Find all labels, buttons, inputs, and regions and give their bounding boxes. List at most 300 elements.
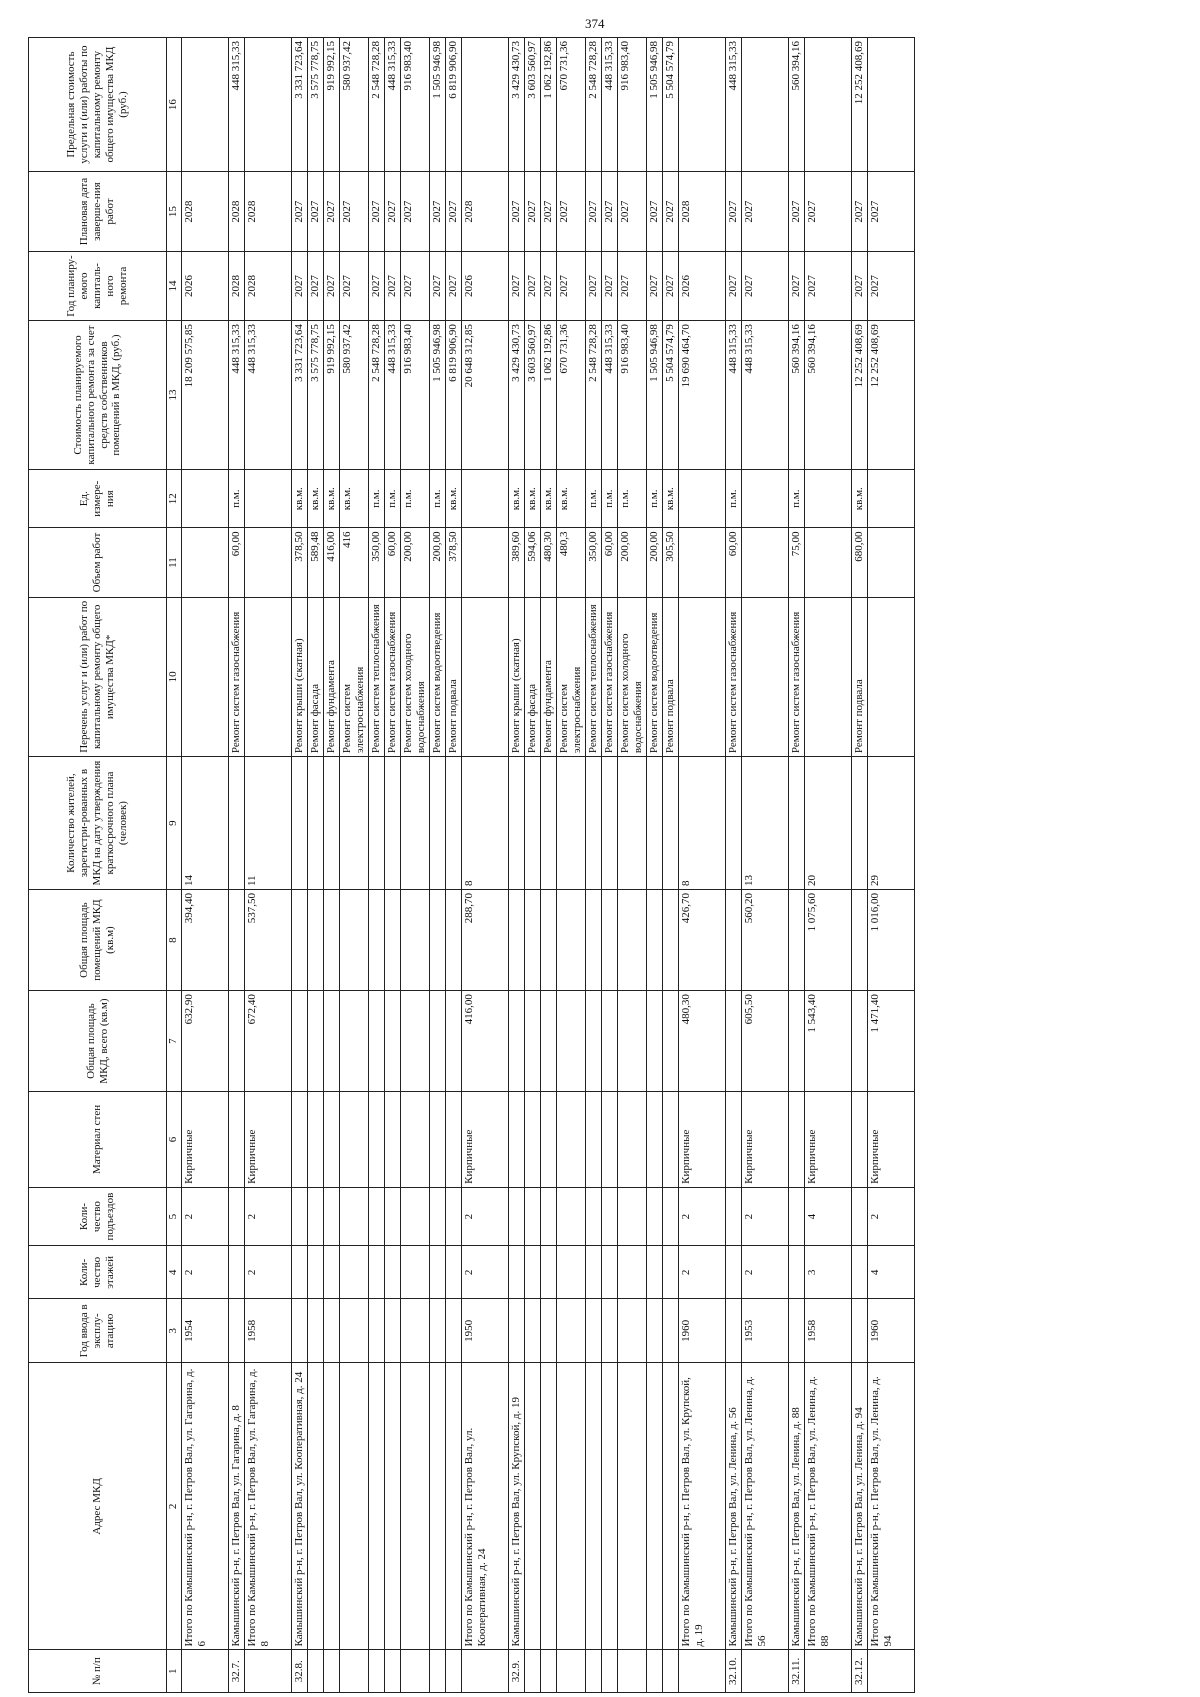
wall-material-cell (508, 1092, 524, 1188)
header-cell: Количество жителей, зарегистри-рованных в МКД на дату утверждения краткосрочного плана (человек) (29, 757, 167, 890)
completion-date-cell: 2027 (556, 172, 585, 252)
repair-year-cell: 2028 (229, 251, 245, 320)
unit-cell: п.м. (384, 469, 400, 527)
completion-date-cell: 2028 (678, 172, 725, 252)
completion-date-cell: 2027 (340, 172, 369, 252)
premises-area-cell: 394,40 (182, 890, 229, 991)
wall-material-cell (646, 1092, 662, 1188)
residents-cell (617, 757, 646, 890)
total-area-cell (585, 991, 601, 1092)
row-number-cell (601, 1650, 617, 1693)
wall-material-cell (368, 1092, 384, 1188)
completion-date-cell: 2028 (229, 172, 245, 252)
repair-year-cell: 2027 (540, 251, 556, 320)
repair-year-cell: 2027 (445, 251, 461, 320)
premises-area-cell (292, 890, 308, 991)
unit-cell: кв.м. (292, 469, 308, 527)
table-row (400, 38, 429, 1693)
work-volume-cell (678, 528, 725, 597)
residents-cell (368, 757, 384, 890)
residents-cell (524, 757, 540, 890)
entrances-cell (340, 1187, 369, 1245)
premises-area-cell: 1 016,00 (867, 890, 914, 991)
repair-cost-cell: 1 505 946,98 (429, 321, 445, 470)
repair-cost-cell: 20 648 312,85 (461, 321, 508, 470)
wall-material-cell: Кирпичные (678, 1092, 725, 1188)
total-area-cell: 1 543,40 (804, 991, 851, 1092)
address-cell (662, 1363, 678, 1650)
residents-cell: 29 (867, 757, 914, 890)
row-number-cell (585, 1650, 601, 1693)
premises-area-cell (229, 890, 245, 991)
total-area-cell (725, 991, 741, 1092)
row-number-cell (867, 1650, 914, 1693)
column-number: 8 (167, 890, 182, 991)
header-cell: Коли-чество подъездов (29, 1187, 167, 1245)
repair-year-cell: 2028 (245, 251, 292, 320)
work-type-cell: Ремонт подвала (851, 597, 867, 757)
max-cost-cell: 560 394,16 (788, 38, 804, 172)
row-number-cell (741, 1650, 788, 1693)
entrances-cell (725, 1187, 741, 1245)
floors-cell: 2 (182, 1246, 229, 1299)
total-area-cell (324, 991, 340, 1092)
address-cell: Итого по Камышинский р-н, г. Петров Вал, ул. Гагарина, д. 8 (245, 1363, 292, 1650)
work-type-cell: Ремонт фундамента (540, 597, 556, 757)
work-type-cell: Ремонт систем газоснабжения (601, 597, 617, 757)
capital-repair-table (28, 37, 915, 1693)
entrances-cell: 4 (804, 1187, 851, 1245)
entrances-cell (508, 1187, 524, 1245)
work-type-cell: Ремонт крыши (скатная) (508, 597, 524, 757)
work-volume-cell: 60,00 (725, 528, 741, 597)
address-cell (585, 1363, 601, 1650)
floors-cell (725, 1246, 741, 1299)
premises-area-cell: 537,50 (245, 890, 292, 991)
year-built-cell: 1950 (461, 1299, 508, 1363)
floors-cell: 2 (678, 1246, 725, 1299)
residents-cell (851, 757, 867, 890)
wall-material-cell (400, 1092, 429, 1188)
repair-year-cell: 2027 (524, 251, 540, 320)
max-cost-cell: 580 937,42 (340, 38, 369, 172)
entrances-cell (646, 1187, 662, 1245)
unit-cell: п.м. (368, 469, 384, 527)
completion-date-cell: 2028 (245, 172, 292, 252)
premises-area-cell (788, 890, 804, 991)
entrances-cell: 2 (741, 1187, 788, 1245)
row-number-cell: 32.9. (508, 1650, 524, 1693)
residents-cell (508, 757, 524, 890)
work-volume-cell: 350,00 (368, 528, 384, 597)
total-area-cell (540, 991, 556, 1092)
completion-date-cell: 2027 (400, 172, 429, 252)
column-number: 9 (167, 757, 182, 890)
repair-cost-cell: 448 315,33 (245, 321, 292, 470)
wall-material-cell: Кирпичные (804, 1092, 851, 1188)
table-row (585, 38, 601, 1693)
floors-cell (585, 1246, 601, 1299)
work-type-cell: Ремонт систем водоотведения (646, 597, 662, 757)
entrances-cell: 2 (678, 1187, 725, 1245)
completion-date-cell: 2027 (324, 172, 340, 252)
residents-cell: 13 (741, 757, 788, 890)
repair-cost-cell: 12 252 408,69 (867, 321, 914, 470)
residents-cell (292, 757, 308, 890)
floors-cell (508, 1246, 524, 1299)
address-cell: Камышинский р-н, г. Петров Вал, ул. Ленина, д. 88 (788, 1363, 804, 1650)
year-built-cell (601, 1299, 617, 1363)
header-cell: Адрес МКД (29, 1363, 167, 1650)
entrances-cell (601, 1187, 617, 1245)
year-built-cell: 1960 (867, 1299, 914, 1363)
premises-area-cell (308, 890, 324, 991)
table-row (788, 38, 804, 1693)
residents-cell (556, 757, 585, 890)
year-built-cell: 1958 (245, 1299, 292, 1363)
max-cost-cell: 919 992,15 (324, 38, 340, 172)
repair-cost-cell: 12 252 408,69 (851, 321, 867, 470)
total-area-cell: 632,90 (182, 991, 229, 1092)
premises-area-cell (540, 890, 556, 991)
floors-cell (445, 1246, 461, 1299)
residents-cell (340, 757, 369, 890)
row-number-cell (324, 1650, 340, 1693)
address-cell: Камышинский р-н, г. Петров Вал, ул. Ленина, д. 56 (725, 1363, 741, 1650)
wall-material-cell (384, 1092, 400, 1188)
repair-cost-cell: 560 394,16 (788, 321, 804, 470)
completion-date-cell: 2027 (585, 172, 601, 252)
repair-cost-cell: 3 331 723,64 (292, 321, 308, 470)
unit-cell: п.м. (646, 469, 662, 527)
work-volume-cell: 416,00 (324, 528, 340, 597)
repair-cost-cell: 18 209 575,85 (182, 321, 229, 470)
address-cell: Камышинский р-н, г. Петров Вал, ул. Гагарина, д. 8 (229, 1363, 245, 1650)
floors-cell: 3 (804, 1246, 851, 1299)
total-area-cell (851, 991, 867, 1092)
wall-material-cell (601, 1092, 617, 1188)
column-number: 10 (167, 597, 182, 757)
unit-cell: кв.м. (324, 469, 340, 527)
max-cost-cell: 5 504 574,79 (662, 38, 678, 172)
table-row (508, 38, 524, 1693)
repair-year-cell: 2027 (400, 251, 429, 320)
address-cell (368, 1363, 384, 1650)
repair-cost-cell: 448 315,33 (229, 321, 245, 470)
max-cost-cell: 2 548 728,28 (368, 38, 384, 172)
premises-area-cell (662, 890, 678, 991)
header-cell: Предельная стоимость услуги и (или) работы по капитальному ремонту общего имущества МКД (руб.) (29, 38, 167, 172)
year-built-cell (646, 1299, 662, 1363)
residents-cell (646, 757, 662, 890)
completion-date-cell: 2027 (292, 172, 308, 252)
table-row (851, 38, 867, 1693)
table-row (229, 38, 245, 1693)
completion-date-cell: 2027 (662, 172, 678, 252)
floors-cell: 2 (461, 1246, 508, 1299)
total-area-cell (617, 991, 646, 1092)
wall-material-cell (445, 1092, 461, 1188)
table-body (182, 38, 915, 1693)
repair-year-cell: 2027 (725, 251, 741, 320)
work-volume-cell: 680,00 (851, 528, 867, 597)
unit-cell: кв.м. (662, 469, 678, 527)
wall-material-cell: Кирпичные (461, 1092, 508, 1188)
work-volume-cell: 60,00 (384, 528, 400, 597)
work-type-cell: Ремонт систем водоотведения (429, 597, 445, 757)
row-number-cell (182, 1650, 229, 1693)
completion-date-cell: 2027 (741, 172, 788, 252)
floors-cell (324, 1246, 340, 1299)
work-volume-cell: 389,60 (508, 528, 524, 597)
column-number: 1 (167, 1650, 182, 1693)
wall-material-cell: Кирпичные (741, 1092, 788, 1188)
table-row (617, 38, 646, 1693)
address-cell (340, 1363, 369, 1650)
unit-cell: п.м. (788, 469, 804, 527)
floors-cell (429, 1246, 445, 1299)
entrances-cell: 2 (182, 1187, 229, 1245)
repair-cost-cell: 560 394,16 (804, 321, 851, 470)
column-number: 15 (167, 172, 182, 252)
repair-cost-cell: 2 548 728,28 (585, 321, 601, 470)
wall-material-cell (662, 1092, 678, 1188)
entrances-cell (324, 1187, 340, 1245)
table-row (445, 38, 461, 1693)
repair-cost-cell: 19 690 464,70 (678, 321, 725, 470)
header-cell: Ед. измере-ния (29, 469, 167, 527)
year-built-cell (229, 1299, 245, 1363)
floors-cell (400, 1246, 429, 1299)
repair-year-cell: 2026 (461, 251, 508, 320)
entrances-cell (445, 1187, 461, 1245)
wall-material-cell (308, 1092, 324, 1188)
repair-cost-cell: 448 315,33 (741, 321, 788, 470)
work-type-cell: Ремонт систем газоснабжения (384, 597, 400, 757)
year-built-cell (308, 1299, 324, 1363)
residents-cell (429, 757, 445, 890)
year-built-cell (524, 1299, 540, 1363)
entrances-cell (585, 1187, 601, 1245)
repair-year-cell: 2027 (617, 251, 646, 320)
completion-date-cell: 2027 (725, 172, 741, 252)
completion-date-cell: 2028 (182, 172, 229, 252)
entrances-cell (368, 1187, 384, 1245)
entrances-cell: 2 (245, 1187, 292, 1245)
work-volume-cell: 589,48 (308, 528, 324, 597)
address-cell (445, 1363, 461, 1650)
repair-cost-cell: 5 504 574,79 (662, 321, 678, 470)
total-area-cell (368, 991, 384, 1092)
total-area-cell: 605,50 (741, 991, 788, 1092)
max-cost-cell (245, 38, 292, 172)
total-area-cell: 416,00 (461, 991, 508, 1092)
premises-area-cell (556, 890, 585, 991)
floors-cell (292, 1246, 308, 1299)
column-number: 13 (167, 321, 182, 470)
residents-cell (308, 757, 324, 890)
total-area-cell (788, 991, 804, 1092)
work-type-cell: Ремонт систем холодного водоснабжения (400, 597, 429, 757)
premises-area-cell (340, 890, 369, 991)
row-number-cell (384, 1650, 400, 1693)
residents-cell: 8 (678, 757, 725, 890)
work-volume-cell (804, 528, 851, 597)
repair-year-cell: 2027 (324, 251, 340, 320)
header-cell: Стоимость планируемого капитального ремонта за счет средств собственников помещений в МКД, (руб.) (29, 321, 167, 470)
completion-date-cell: 2027 (646, 172, 662, 252)
page-number: 374 (585, 16, 605, 31)
table-row (324, 38, 340, 1693)
repair-year-cell: 2027 (308, 251, 324, 320)
repair-year-cell: 2027 (585, 251, 601, 320)
premises-area-cell (429, 890, 445, 991)
work-volume-cell (245, 528, 292, 597)
repair-cost-cell: 448 315,33 (601, 321, 617, 470)
total-area-cell (292, 991, 308, 1092)
max-cost-cell: 670 731,36 (556, 38, 585, 172)
residents-cell (601, 757, 617, 890)
residents-cell: 20 (804, 757, 851, 890)
work-volume-cell (867, 528, 914, 597)
premises-area-cell (384, 890, 400, 991)
floors-cell (524, 1246, 540, 1299)
completion-date-cell: 2027 (540, 172, 556, 252)
unit-cell: п.м. (585, 469, 601, 527)
max-cost-cell (182, 38, 229, 172)
repair-year-cell: 2027 (508, 251, 524, 320)
column-number: 11 (167, 528, 182, 597)
column-number: 16 (167, 38, 182, 172)
repair-cost-cell: 3 429 430,73 (508, 321, 524, 470)
wall-material-cell: Кирпичные (867, 1092, 914, 1188)
repair-cost-cell: 670 731,36 (556, 321, 585, 470)
completion-date-cell: 2027 (308, 172, 324, 252)
address-cell: Итого по Камышинский р-н, г. Петров Вал, ул. Ленина, д. 94 (867, 1363, 914, 1650)
column-number: 4 (167, 1246, 182, 1299)
residents-cell: 11 (245, 757, 292, 890)
table-row (384, 38, 400, 1693)
premises-area-cell (445, 890, 461, 991)
total-row (245, 38, 292, 1693)
max-cost-cell: 3 575 778,75 (308, 38, 324, 172)
unit-cell: кв.м. (851, 469, 867, 527)
work-volume-cell (461, 528, 508, 597)
entrances-cell: 2 (867, 1187, 914, 1245)
work-volume-cell: 378,50 (292, 528, 308, 597)
column-number-row (167, 38, 182, 1693)
unit-cell: кв.м. (524, 469, 540, 527)
row-number-cell (400, 1650, 429, 1693)
unit-cell (678, 469, 725, 527)
wall-material-cell (540, 1092, 556, 1188)
floors-cell (308, 1246, 324, 1299)
row-number-cell (617, 1650, 646, 1693)
row-number-cell (368, 1650, 384, 1693)
entrances-cell (308, 1187, 324, 1245)
wall-material-cell: Кирпичные (182, 1092, 229, 1188)
unit-cell: кв.м. (308, 469, 324, 527)
entrances-cell (617, 1187, 646, 1245)
work-volume-cell: 350,00 (585, 528, 601, 597)
wall-material-cell (229, 1092, 245, 1188)
unit-cell: кв.м. (556, 469, 585, 527)
header-cell: Плановая дата заверше-ния работ (29, 172, 167, 252)
wall-material-cell: Кирпичные (245, 1092, 292, 1188)
completion-date-cell: 2027 (617, 172, 646, 252)
total-row (678, 38, 725, 1693)
work-type-cell: Ремонт подвала (445, 597, 461, 757)
row-number-cell: 32.7. (229, 1650, 245, 1693)
floors-cell: 4 (867, 1246, 914, 1299)
table-row (601, 38, 617, 1693)
table-row (556, 38, 585, 1693)
work-volume-cell: 416 (340, 528, 369, 597)
max-cost-cell: 3 331 723,64 (292, 38, 308, 172)
address-cell (646, 1363, 662, 1650)
year-built-cell (340, 1299, 369, 1363)
unit-cell: кв.м. (508, 469, 524, 527)
floors-cell (788, 1246, 804, 1299)
work-type-cell: Ремонт систем газоснабжения (788, 597, 804, 757)
wall-material-cell (524, 1092, 540, 1188)
floors-cell (556, 1246, 585, 1299)
row-number-cell (445, 1650, 461, 1693)
work-volume-cell (182, 528, 229, 597)
completion-date-cell: 2027 (601, 172, 617, 252)
wall-material-cell (585, 1092, 601, 1188)
work-type-cell: Ремонт фундамента (324, 597, 340, 757)
completion-date-cell: 2027 (429, 172, 445, 252)
max-cost-cell (461, 38, 508, 172)
total-area-cell: 1 471,40 (867, 991, 914, 1092)
year-built-cell: 1954 (182, 1299, 229, 1363)
work-type-cell: Ремонт систем теплоснабжения (585, 597, 601, 757)
repair-year-cell: 2027 (788, 251, 804, 320)
floors-cell (662, 1246, 678, 1299)
table-row (524, 38, 540, 1693)
repair-cost-cell: 448 315,33 (384, 321, 400, 470)
entrances-cell (400, 1187, 429, 1245)
work-type-cell: Ремонт систем теплоснабжения (368, 597, 384, 757)
max-cost-cell: 1 505 946,98 (429, 38, 445, 172)
floors-cell (601, 1246, 617, 1299)
floors-cell (617, 1246, 646, 1299)
address-cell: Итого по Камышинский р-н, г. Петров Вал, ул. Кооперативная, д. 24 (461, 1363, 508, 1650)
work-volume-cell: 200,00 (646, 528, 662, 597)
unit-cell: п.м. (429, 469, 445, 527)
address-cell: Камышинский р-н, г. Петров Вал, ул. Крупской, д. 19 (508, 1363, 524, 1650)
row-number-cell: 32.10. (725, 1650, 741, 1693)
work-type-cell: Ремонт систем электроснабжения (340, 597, 369, 757)
repair-year-cell: 2027 (646, 251, 662, 320)
premises-area-cell (725, 890, 741, 991)
header-cell: Коли-чество этажей (29, 1246, 167, 1299)
unit-cell: п.м. (725, 469, 741, 527)
work-type-cell (741, 597, 788, 757)
work-volume-cell: 378,50 (445, 528, 461, 597)
year-built-cell (324, 1299, 340, 1363)
year-built-cell (725, 1299, 741, 1363)
wall-material-cell (429, 1092, 445, 1188)
wall-material-cell (617, 1092, 646, 1188)
address-cell (540, 1363, 556, 1650)
max-cost-cell: 1 062 192,86 (540, 38, 556, 172)
premises-area-cell (851, 890, 867, 991)
row-number-cell (461, 1650, 508, 1693)
header-cell: Год планиру-емого капиталь-ного ремонта (29, 251, 167, 320)
residents-cell (400, 757, 429, 890)
